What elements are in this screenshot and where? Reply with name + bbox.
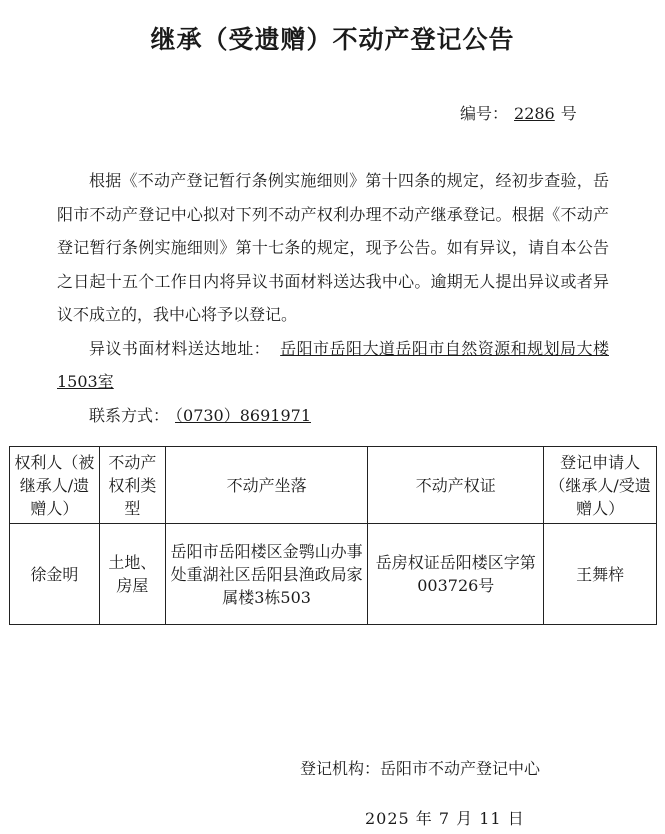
header-right-type: 不动产权利类型 (99, 447, 165, 524)
cell-location: 岳阳市岳阳楼区金鹗山办事处重湖社区岳阳县渔政局家属楼3栋503 (165, 524, 368, 625)
cell-applicant: 王舞梓 (544, 524, 657, 625)
objection-address (57, 332, 609, 399)
property-table (9, 446, 657, 625)
authority-name: 岳阳市不动产登记中心 (380, 759, 541, 778)
contact-label: 联系方式： (89, 405, 170, 425)
cell-certificate: 岳房权证岳阳楼区字第003726号 (368, 524, 544, 625)
table-header-row (10, 447, 657, 524)
header-applicant: 登记申请人（继承人/受遗赠人） (544, 447, 657, 524)
document-number-label: 编号： (460, 104, 509, 123)
registration-authority (300, 756, 540, 779)
table-row (10, 524, 657, 625)
notice-title: 继承（受遗赠）不动产登记公告 (150, 25, 515, 54)
header-right-holder: 权利人（被继承人/遗赠人） (10, 447, 100, 524)
authority-label: 登记机构： (300, 759, 381, 778)
notice-date: 2025 年 7 月 11 日 (365, 809, 525, 828)
document-number (460, 101, 577, 124)
document-number-suffix: 号 (560, 104, 577, 123)
document-number-value: 2286 (514, 104, 555, 123)
cell-right-holder: 徐金明 (10, 524, 100, 625)
cell-right-type: 土地、房屋 (99, 524, 165, 625)
notice-body (57, 164, 609, 432)
header-certificate: 不动产权证 (368, 447, 544, 524)
notice-paragraph: 根据《不动产登记暂行条例实施细则》第十四条的规定，经初步查验，岳阳市不动产登记中心拟对下列不动产权利办理不动产继承登记。根据《不动产登记暂行条例实施细则》第十七条的规定，现予公告。如有异议，请自本公告之日起十五个工作日内将异议书面材料送达我中心。逾期无人提出异议或者异议不成立的，我中心将予以登记。 (57, 171, 609, 324)
objection-address-label: 异议书面材料送达地址： (89, 338, 271, 358)
objection-address-value: 岳阳市岳阳大道岳阳市自然资源和规划局大楼1503室 (57, 338, 609, 391)
contact-info (57, 399, 609, 433)
header-location: 不动产坐落 (165, 447, 368, 524)
contact-phone: （0730）8691971 (175, 405, 311, 425)
